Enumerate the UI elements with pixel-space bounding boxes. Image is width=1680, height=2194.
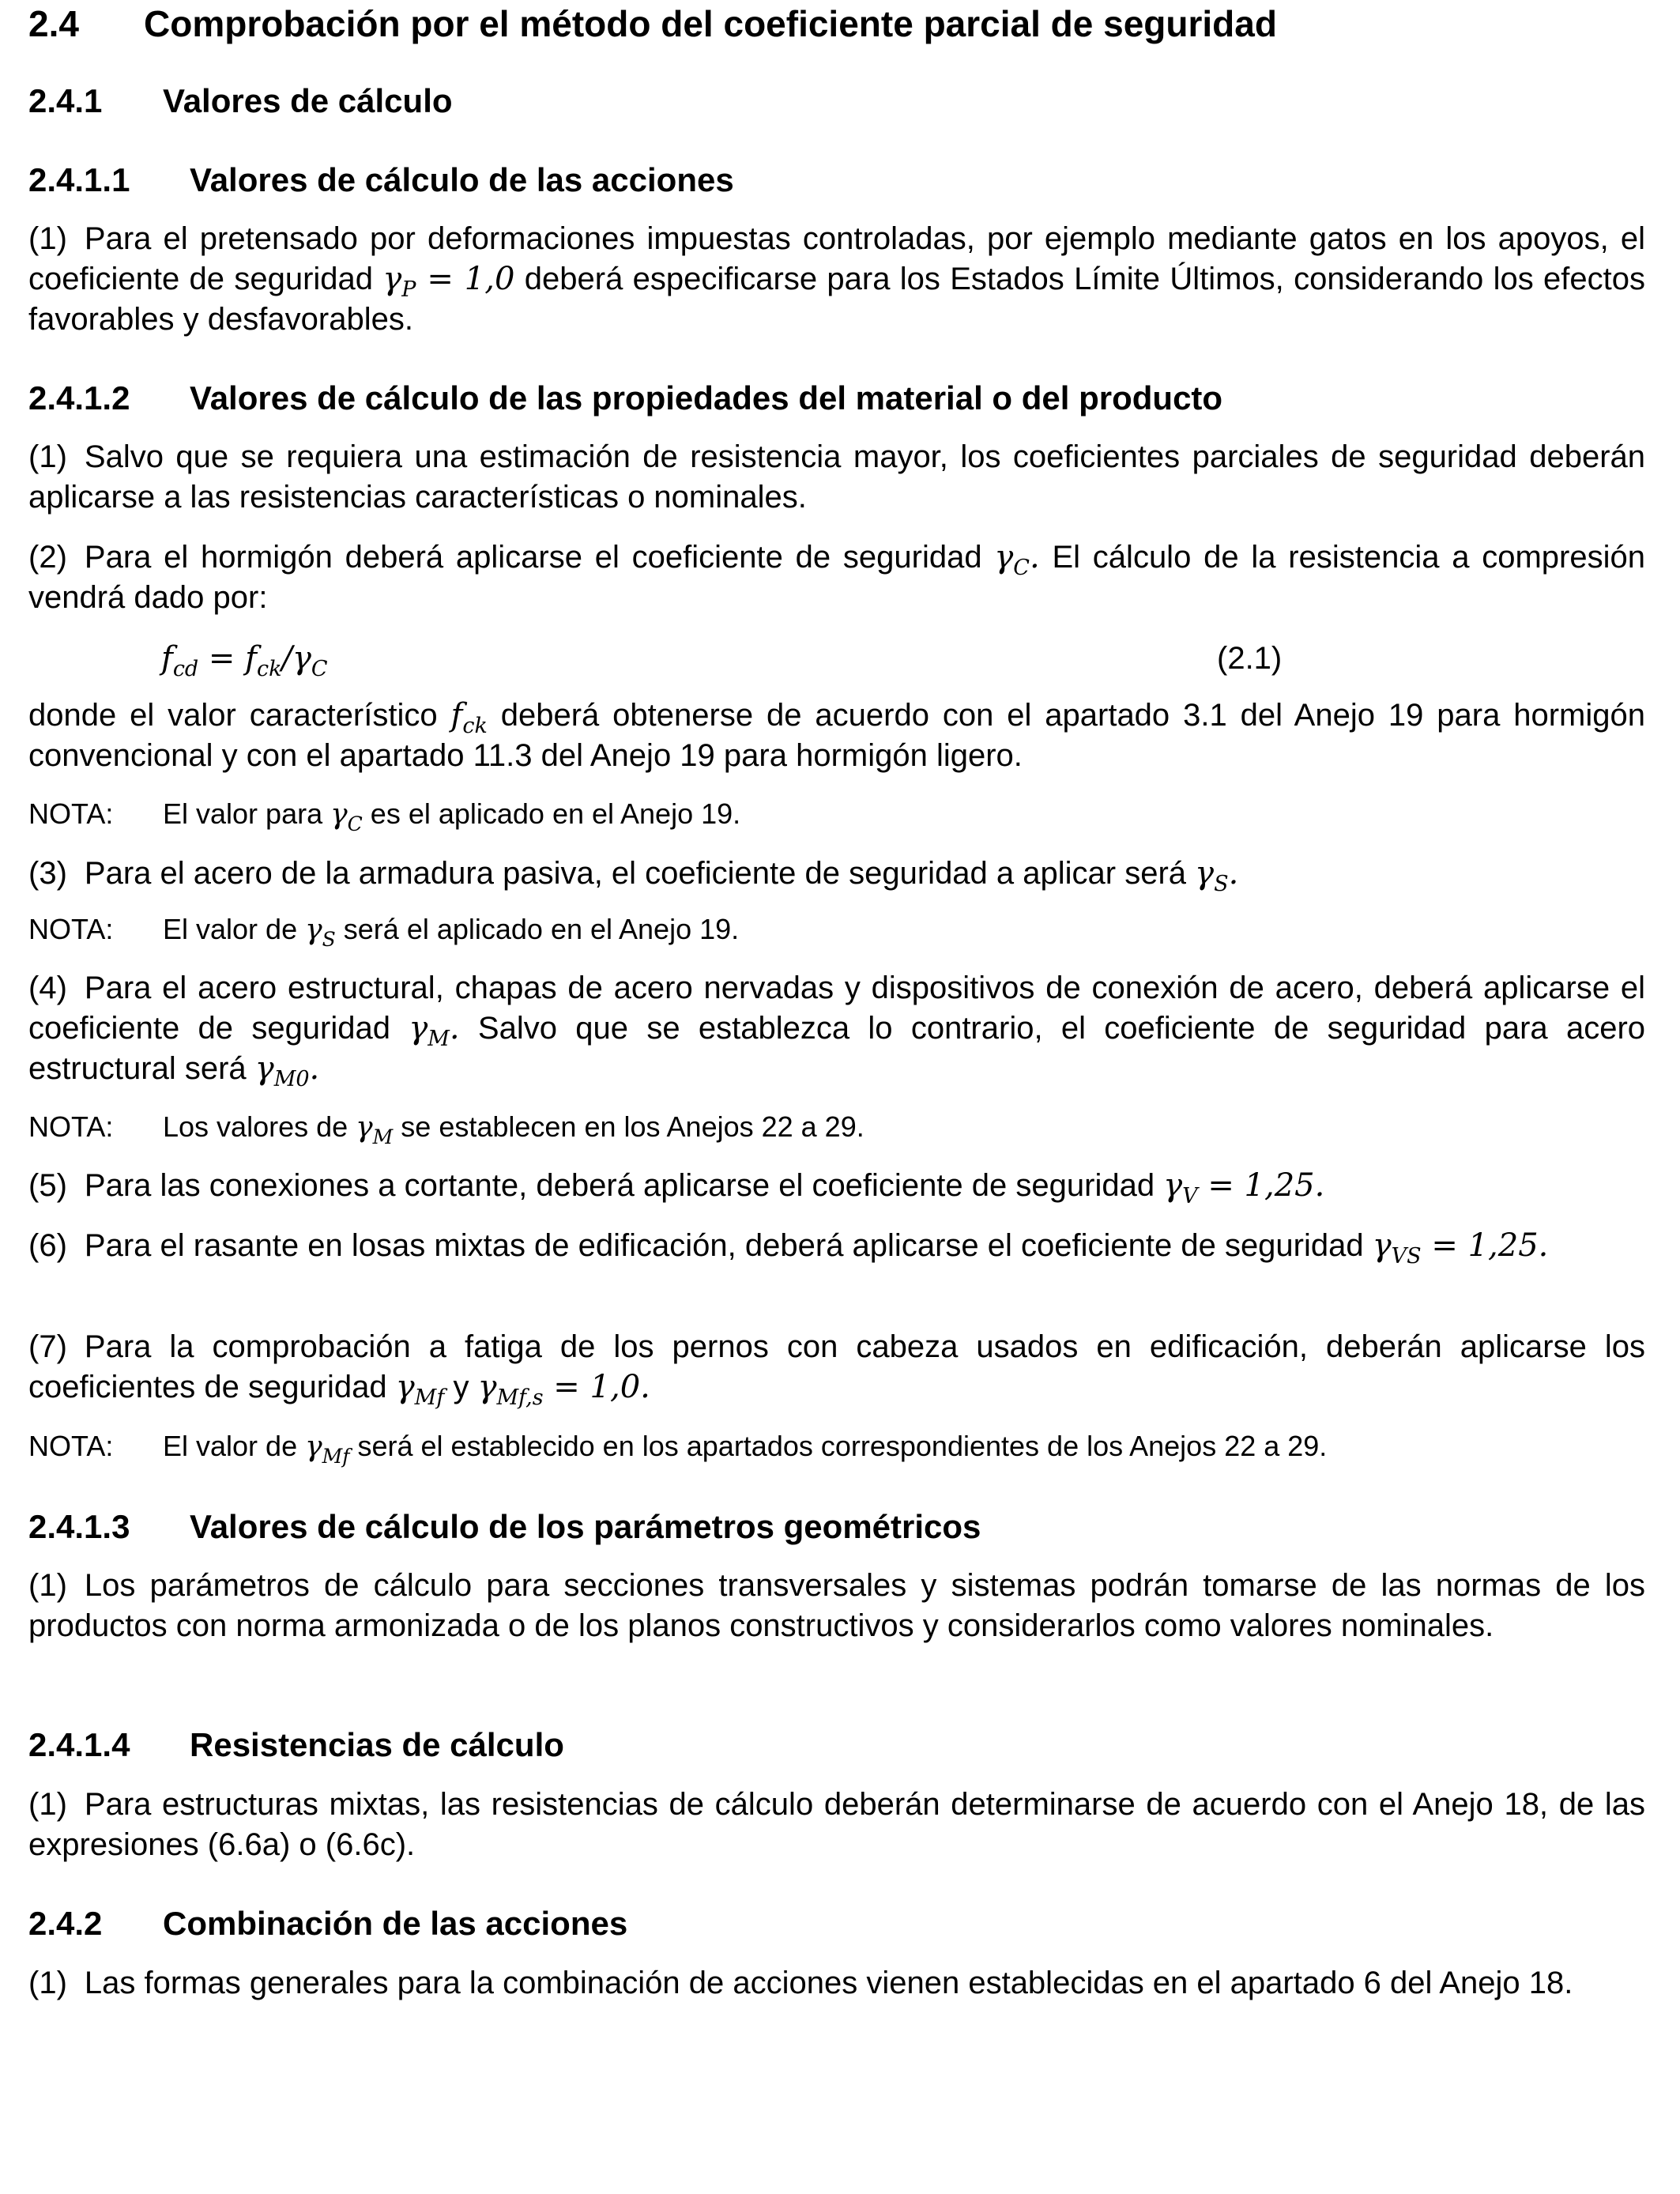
paragraph-label: (7) xyxy=(28,1329,67,1364)
gamma-mf-symbol: $\gamma_{Mf}$ xyxy=(395,1369,445,1410)
section-title: Valores de cálculo de las propiedades del material o del producto xyxy=(190,379,1223,417)
section-title: Combinación de las acciones xyxy=(163,1905,628,1942)
gamma-mf-symbol: $\gamma_{Mf}$ xyxy=(305,1431,350,1468)
paragraph-2-4-1-2-5: (5) Para las conexiones a cortante, deberá aplicarse el coeficiente de seguridad $\gamma_V = 1,25$. xyxy=(28,1167,1325,1208)
note-tag: NOTA: xyxy=(28,1110,114,1143)
paragraph-label: (1) xyxy=(28,439,67,474)
gamma-p-symbol: $\gamma_P = 1,0$ xyxy=(382,261,515,302)
paragraph-2-4-1-1-1: (1) Para el pretensado por deformaciones impuestas controladas, por ejemplo mediante gatos en los apoyos, el coeficiente de seguridad $\gamma_P = 1,0$ deberá especificarse para los Estados Límite Últimos, considerando los efectos favorables y desfavorables. xyxy=(28,221,1645,337)
paragraph-2-4-1-2-4: (4) Para el acero estructural, chapas de acero nervadas y dispositivos de conexión de acero, deberá aplicarse el coeficiente de seguridad $\gamma_M$. Salvo que se establezca lo contrario, el coeficiente de seguridad para acero estructural será $\gamma_{M0}$. xyxy=(28,971,1646,1091)
section-number: 2.4.1 xyxy=(28,82,103,119)
section-title: Comprobación por el método del coeficiente parcial de seguridad xyxy=(144,3,1277,44)
paragraph-2-4-1-2-1: (1) Salvo que se requiera una estimación de resistencia mayor, los coeficientes parciales de seguridad deberán aplicarse a las resistencias características o nominales. xyxy=(28,439,1645,515)
section-title: Valores de cálculo de las acciones xyxy=(190,161,734,198)
section-heading-2-4-1-1 xyxy=(28,160,1645,201)
gamma-s-symbol: $\gamma_S$ xyxy=(305,914,336,951)
paragraph-2-4-1-2-2: (2) Para el hormigón deberá aplicarse el coeficiente de seguridad $\gamma_C$. El cálculo de la resistencia a compresión vendrá dado por: xyxy=(28,539,1645,615)
section-number: 2.4.1.1 xyxy=(28,161,130,198)
section-number: 2.4.1.2 xyxy=(28,379,130,417)
note-tag: NOTA: xyxy=(28,797,114,830)
section-heading-2-4-1-3 xyxy=(28,1506,1645,1547)
section-number: 2.4 xyxy=(28,3,79,44)
gamma-m-symbol: $\gamma_M$ xyxy=(356,1111,394,1148)
section-title: Resistencias de cálculo xyxy=(190,1726,564,1763)
paragraph-2-4-1-2-3: (3) Para el acero de la armadura pasiva, el coeficiente de seguridad a aplicar será $\gamma_S$. xyxy=(28,855,1239,896)
paragraph-label: (2) xyxy=(28,540,67,575)
gamma-v-symbol: $\gamma_V = 1,25$. xyxy=(1163,1167,1325,1208)
gamma-s-symbol: $\gamma_S$. xyxy=(1195,855,1239,896)
section-heading-2-4-1 xyxy=(28,81,1645,122)
section-heading-2-4 xyxy=(28,2,1645,46)
paragraph-label: (5) xyxy=(28,1168,67,1203)
paragraph-2-4-1-2-7: (7) Para la comprobación a fatiga de los pernos con cabeza usados en edificación, deberán aplicarse los coeficientes de seguridad $\gamma_{Mf}$ y $\gamma_{Mf,s} = 1,0$. xyxy=(28,1329,1645,1410)
paragraph-label: (1) xyxy=(28,1568,67,1603)
section-number: 2.4.1.3 xyxy=(28,1508,130,1545)
paragraph-label: (3) xyxy=(28,856,67,891)
paragraph-label: (4) xyxy=(28,971,67,1005)
note-gamma-mf: NOTA: El valor de $\gamma_{Mf}$ será el establecido en los apartados correspondientes de los Anejos 22 a 29. xyxy=(28,1430,1328,1468)
note-gamma-s: NOTA: El valor de $\gamma_S$ será el aplicado en el Anejo 19. xyxy=(28,913,740,951)
paragraph-2-4-2-1: (1) Las formas generales para la combinación de acciones vienen establecidas en el apartado 6 del Anejo 18. xyxy=(28,1966,1573,2000)
section-heading-2-4-2 xyxy=(28,1903,1645,1944)
section-heading-2-4-1-2 xyxy=(28,378,1645,419)
section-number: 2.4.1.4 xyxy=(28,1726,130,1763)
note-gamma-m: NOTA: Los valores de $\gamma_M$ se establecen en los Anejos 22 a 29. xyxy=(28,1110,864,1148)
gamma-vs-symbol: $\gamma_{VS} = 1,25$. xyxy=(1372,1227,1549,1269)
equation-expression: $f_{cd} = f_{ck}/\gamma_C$ xyxy=(161,640,328,681)
f-ck-symbol: $f_{ck}$ xyxy=(450,697,488,738)
paragraph-2-4-1-3-1: (1) Los parámetros de cálculo para secciones transversales y sistemas podrán tomarse de las normas de los productos con norma armonizada o de los planos constructivos y considerarlos como valores nominales. xyxy=(28,1568,1645,1643)
equation-number: (2.1) xyxy=(1217,641,1283,676)
gamma-c-symbol: $\gamma_C$. xyxy=(994,539,1040,580)
gamma-c-symbol: $\gamma_C$ xyxy=(330,798,363,835)
paragraph-label: (6) xyxy=(28,1228,67,1263)
section-title: Valores de cálculo de los parámetros geométricos xyxy=(190,1508,981,1545)
note-tag: NOTA: xyxy=(28,913,114,945)
gamma-m0-symbol: $\gamma_{M0}$. xyxy=(254,1050,320,1091)
note-tag: NOTA: xyxy=(28,1430,114,1462)
paragraph-2-4-1-2-2-continuation: donde el valor característico $f_{ck}$ deberá obtenerse de acuerdo con el apartado 3.1 del Anejo 19 para hormigón convencional y con el apartado 11.3 del Anejo 19 para hormigón ligero. xyxy=(28,697,1645,773)
gamma-mfs-symbol: $\gamma_{Mf,s} = 1,0$. xyxy=(477,1369,650,1410)
paragraph-2-4-1-2-6: (6) Para el rasante en losas mixtas de edificación, deberá aplicarse el coeficiente de seguridad $\gamma_{VS} = 1,25$. xyxy=(28,1227,1549,1269)
section-title: Valores de cálculo xyxy=(163,82,453,119)
section-number: 2.4.2 xyxy=(28,1905,103,1942)
section-heading-2-4-1-4 xyxy=(28,1725,1645,1766)
equation-2-1 xyxy=(28,636,1645,680)
paragraph-label: (1) xyxy=(28,221,67,256)
paragraph-label: (1) xyxy=(28,1787,67,1822)
gamma-m-symbol: $\gamma_M$. xyxy=(409,1010,460,1051)
paragraph-label: (1) xyxy=(28,1966,67,2000)
note-gamma-c: NOTA: El valor para $\gamma_C$ es el aplicado en el Anejo 19. xyxy=(28,797,741,835)
paragraph-2-4-1-4-1: (1) Para estructuras mixtas, las resistencias de cálculo deberán determinarse de acuerdo con el Anejo 18, de las expresiones (6.6a) o (6.6c). xyxy=(28,1787,1645,1862)
